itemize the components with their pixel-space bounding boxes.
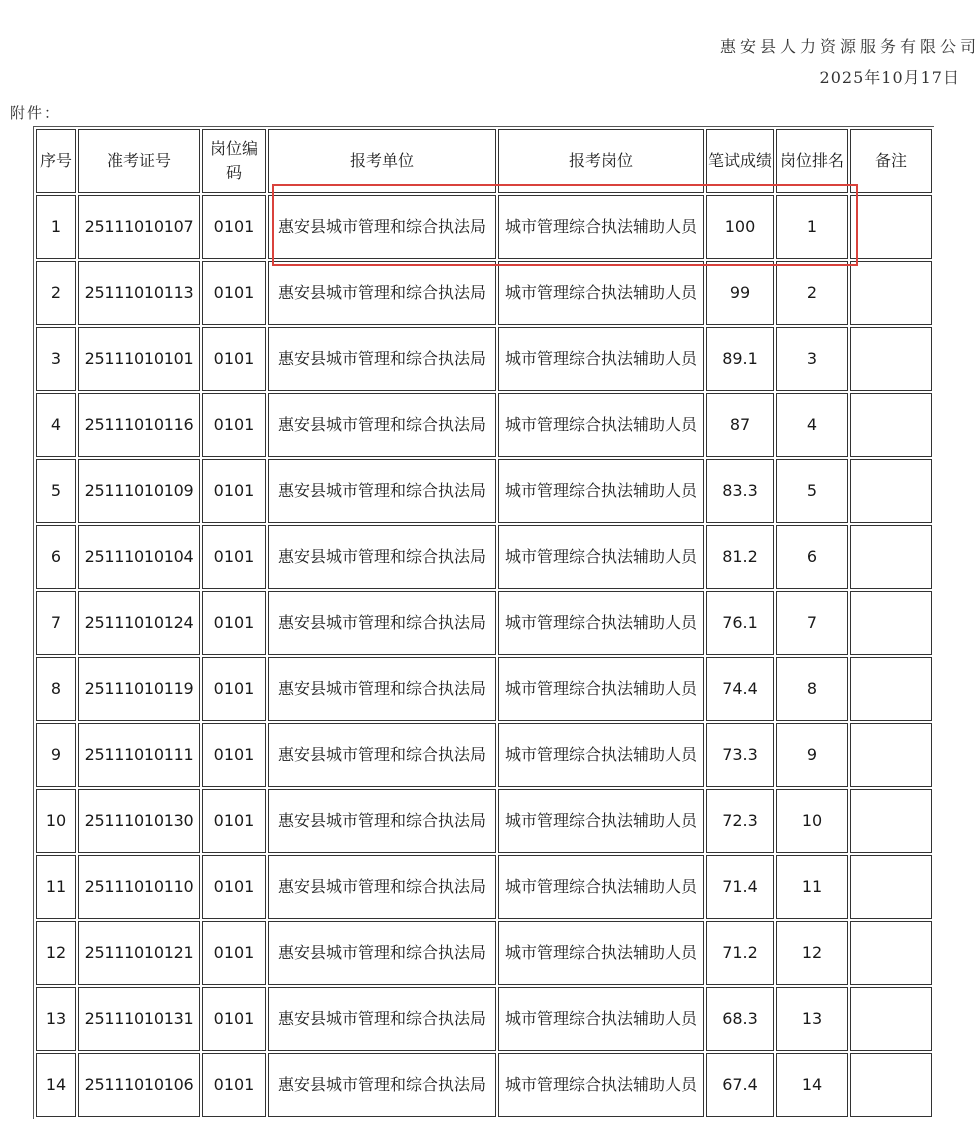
cell-rank: 7: [776, 591, 848, 655]
cell-post: 城市管理综合执法辅助人员: [498, 855, 704, 919]
cell-post: 城市管理综合执法辅助人员: [498, 921, 704, 985]
cell-seq: 14: [36, 1053, 76, 1117]
cell-unit: 惠安县城市管理和综合执法局: [268, 261, 496, 325]
table-row: [36, 723, 932, 787]
issuer-name: 惠安县人力资源服务有限公司: [719, 37, 980, 56]
cell-exam-id: 25111010119: [78, 657, 200, 721]
cell-note: [850, 459, 932, 523]
cell-seq: 3: [36, 327, 76, 391]
cell-exam-id: 25111010124: [78, 591, 200, 655]
cell-note: [850, 723, 932, 787]
cell-post: 城市管理综合执法辅助人员: [498, 261, 704, 325]
cell-post: 城市管理综合执法辅助人员: [498, 393, 704, 457]
cell-post: 城市管理综合执法辅助人员: [498, 789, 704, 853]
cell-rank: 1: [776, 195, 848, 259]
cell-score: 99: [706, 261, 774, 325]
cell-seq: 1: [36, 195, 76, 259]
cell-exam-id: 25111010106: [78, 1053, 200, 1117]
cell-note: [850, 525, 932, 589]
col-header-rank: 岗位排名: [776, 129, 848, 193]
cell-score: 76.1: [706, 591, 774, 655]
cell-rank: 5: [776, 459, 848, 523]
cell-seq: 10: [36, 789, 76, 853]
cell-unit: 惠安县城市管理和综合执法局: [268, 987, 496, 1051]
cell-score: 100: [706, 195, 774, 259]
cell-unit: 惠安县城市管理和综合执法局: [268, 921, 496, 985]
cell-post: 城市管理综合执法辅助人员: [498, 723, 704, 787]
table-row: [36, 1053, 932, 1117]
table-row: [36, 855, 932, 919]
cell-seq: 12: [36, 921, 76, 985]
cell-post-code: 0101: [202, 987, 266, 1051]
cell-score: 81.2: [706, 525, 774, 589]
cell-score: 71.2: [706, 921, 774, 985]
cell-seq: 6: [36, 525, 76, 589]
cell-unit: 惠安县城市管理和综合执法局: [268, 591, 496, 655]
col-header-exam-id: 准考证号: [78, 129, 200, 193]
cell-post-code: 0101: [202, 921, 266, 985]
cell-note: [850, 591, 932, 655]
col-header-note: 备注: [850, 129, 932, 193]
cell-exam-id: 25111010104: [78, 525, 200, 589]
table-row: [36, 327, 932, 391]
table-row: [36, 921, 932, 985]
cell-post-code: 0101: [202, 393, 266, 457]
cell-note: [850, 195, 932, 259]
cell-post: 城市管理综合执法辅助人员: [498, 525, 704, 589]
cell-rank: 11: [776, 855, 848, 919]
cell-exam-id: 25111010113: [78, 261, 200, 325]
cell-rank: 8: [776, 657, 848, 721]
cell-exam-id: 25111010107: [78, 195, 200, 259]
cell-unit: 惠安县城市管理和综合执法局: [268, 723, 496, 787]
cell-exam-id: 25111010130: [78, 789, 200, 853]
cell-post-code: 0101: [202, 1053, 266, 1117]
cell-seq: 11: [36, 855, 76, 919]
cell-rank: 2: [776, 261, 848, 325]
cell-post-code: 0101: [202, 723, 266, 787]
table-row: [36, 261, 932, 325]
cell-note: [850, 987, 932, 1051]
issue-date: 2025年10月17日: [819, 68, 960, 87]
cell-rank: 4: [776, 393, 848, 457]
table-row: [36, 657, 932, 721]
cell-exam-id: 25111010111: [78, 723, 200, 787]
cell-rank: 9: [776, 723, 848, 787]
cell-seq: 7: [36, 591, 76, 655]
col-header-seq: 序号: [36, 129, 76, 193]
table-header-row: [36, 129, 932, 193]
attachment-label: 附件：: [10, 104, 62, 122]
table-row: [36, 525, 932, 589]
col-header-post-code: 岗位编码: [202, 129, 266, 193]
cell-exam-id: 25111010101: [78, 327, 200, 391]
cell-rank: 14: [776, 1053, 848, 1117]
table-row: [36, 459, 932, 523]
col-header-score: 笔试成绩: [706, 129, 774, 193]
cell-score: 73.3: [706, 723, 774, 787]
cell-unit: 惠安县城市管理和综合执法局: [268, 657, 496, 721]
cell-score: 71.4: [706, 855, 774, 919]
cell-rank: 12: [776, 921, 848, 985]
table-row: [36, 195, 932, 259]
cell-score: 74.4: [706, 657, 774, 721]
table-row: [36, 987, 932, 1051]
cell-post: 城市管理综合执法辅助人员: [498, 459, 704, 523]
cell-post: 城市管理综合执法辅助人员: [498, 591, 704, 655]
cell-exam-id: 25111010110: [78, 855, 200, 919]
col-header-unit: 报考单位: [268, 129, 496, 193]
cell-post: 城市管理综合执法辅助人员: [498, 657, 704, 721]
cell-exam-id: 25111010116: [78, 393, 200, 457]
cell-unit: 惠安县城市管理和综合执法局: [268, 393, 496, 457]
cell-score: 83.3: [706, 459, 774, 523]
cell-note: [850, 261, 932, 325]
cell-score: 87: [706, 393, 774, 457]
cell-note: [850, 789, 932, 853]
cell-unit: 惠安县城市管理和综合执法局: [268, 789, 496, 853]
cell-note: [850, 393, 932, 457]
cell-score: 72.3: [706, 789, 774, 853]
cell-note: [850, 657, 932, 721]
col-header-post: 报考岗位: [498, 129, 704, 193]
cell-unit: 惠安县城市管理和综合执法局: [268, 855, 496, 919]
cell-post-code: 0101: [202, 657, 266, 721]
cell-rank: 13: [776, 987, 848, 1051]
cell-seq: 4: [36, 393, 76, 457]
cell-post-code: 0101: [202, 855, 266, 919]
cell-unit: 惠安县城市管理和综合执法局: [268, 1053, 496, 1117]
cell-post: 城市管理综合执法辅助人员: [498, 1053, 704, 1117]
cell-seq: 2: [36, 261, 76, 325]
cell-unit: 惠安县城市管理和综合执法局: [268, 459, 496, 523]
cell-post-code: 0101: [202, 459, 266, 523]
table-body: [36, 195, 932, 1117]
cell-post: 城市管理综合执法辅助人员: [498, 195, 704, 259]
cell-rank: 6: [776, 525, 848, 589]
cell-post-code: 0101: [202, 591, 266, 655]
score-table: [33, 126, 934, 1119]
table-row: [36, 789, 932, 853]
cell-score: 68.3: [706, 987, 774, 1051]
cell-unit: 惠安县城市管理和综合执法局: [268, 525, 496, 589]
cell-score: 67.4: [706, 1053, 774, 1117]
cell-rank: 3: [776, 327, 848, 391]
cell-note: [850, 921, 932, 985]
cell-seq: 8: [36, 657, 76, 721]
cell-post-code: 0101: [202, 327, 266, 391]
cell-seq: 9: [36, 723, 76, 787]
cell-rank: 10: [776, 789, 848, 853]
table-row: [36, 393, 932, 457]
cell-exam-id: 25111010131: [78, 987, 200, 1051]
cell-unit: 惠安县城市管理和综合执法局: [268, 195, 496, 259]
cell-score: 89.1: [706, 327, 774, 391]
cell-exam-id: 25111010109: [78, 459, 200, 523]
cell-post-code: 0101: [202, 195, 266, 259]
cell-note: [850, 327, 932, 391]
table-row: [36, 591, 932, 655]
cell-exam-id: 25111010121: [78, 921, 200, 985]
cell-note: [850, 855, 932, 919]
cell-post-code: 0101: [202, 789, 266, 853]
cell-post: 城市管理综合执法辅助人员: [498, 987, 704, 1051]
cell-post-code: 0101: [202, 525, 266, 589]
cell-post-code: 0101: [202, 261, 266, 325]
cell-seq: 5: [36, 459, 76, 523]
cell-unit: 惠安县城市管理和综合执法局: [268, 327, 496, 391]
cell-note: [850, 1053, 932, 1117]
cell-seq: 13: [36, 987, 76, 1051]
cell-post: 城市管理综合执法辅助人员: [498, 327, 704, 391]
